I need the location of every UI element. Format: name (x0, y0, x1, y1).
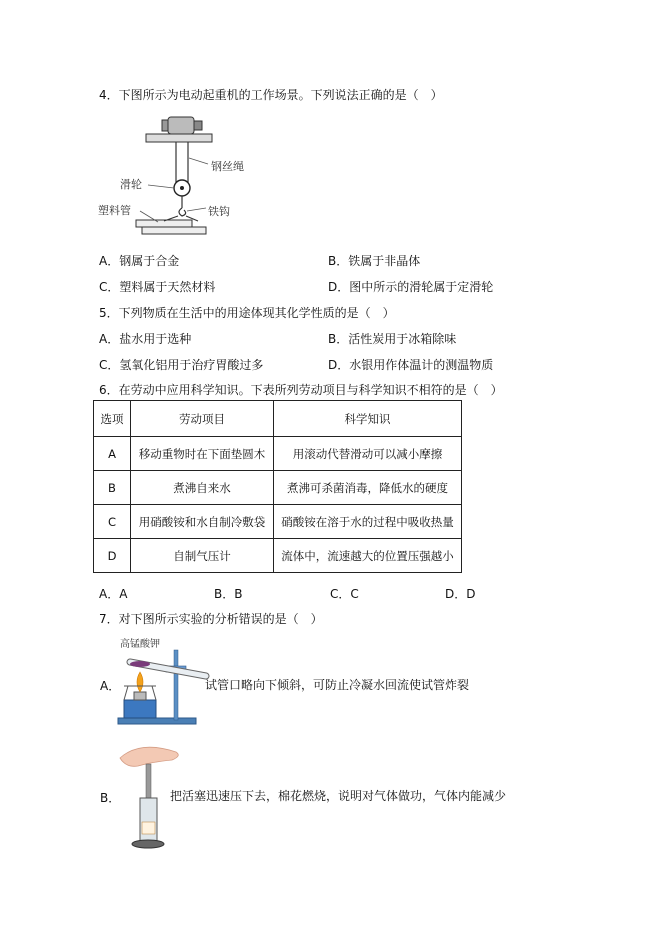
table-cell: A (94, 437, 131, 471)
q5-option-a[interactable]: A．盐水用于选种 (99, 332, 192, 346)
q6-option-b[interactable]: B．B (214, 587, 243, 601)
q4-option-c[interactable]: C．塑料属于天然材料 (99, 280, 216, 294)
q4-stem: 4．下图所示为电动起重机的工作场景。下列说法正确的是（ ） (99, 88, 443, 102)
table-row (94, 471, 462, 505)
label-wire: 钢丝绳 (211, 160, 244, 173)
q4-option-a[interactable]: A．钢属于合金 (99, 254, 180, 268)
q6-option-d[interactable]: D．D (445, 587, 476, 601)
table-header: 科学知识 (274, 401, 462, 437)
table-cell: B (94, 471, 131, 505)
table-cell: 用硝酸铵和水自制冷敷袋 (131, 505, 274, 539)
q5-option-d[interactable]: D．水银用作体温计的测温物质 (328, 358, 494, 372)
q5-option-b[interactable]: B．活性炭用于冰箱除味 (328, 332, 457, 346)
q7-stem: 7．对下图所示实验的分析错误的是（ ） (99, 612, 323, 626)
q7-option-b-text: 把活塞迅速压下去，棉花燃烧，说明对气体做功，气体内能减少 (170, 789, 507, 803)
table-cell: 硝酸铵在溶于水的过程中吸收热量 (274, 505, 462, 539)
q6-option-a[interactable]: A．A (99, 587, 128, 601)
q6-stem: 6．在劳动中应用科学知识。下表所列劳动项目与科学知识不相符的是（ ） (99, 383, 503, 397)
q7-option-b-label[interactable]: B． (100, 791, 121, 805)
q7-option-a-label[interactable]: A． (100, 679, 121, 693)
table-cell: C (94, 505, 131, 539)
table-cell: 移动重物时在下面垫圆木 (131, 437, 274, 471)
q6-table (93, 400, 462, 573)
table-cell: D (94, 539, 131, 573)
label-potassium-permanganate: 高锰酸钾 (120, 639, 160, 650)
heating-apparatus-image (110, 646, 210, 728)
q5-stem: 5．下列物质在生活中的用途体现其化学性质的是（ ） (99, 306, 395, 320)
table-cell: 用滚动代替滑动可以减小摩擦 (274, 437, 462, 471)
q4-option-b[interactable]: B．铁属于非晶体 (328, 254, 421, 268)
q5-option-c[interactable]: C．氢氧化铝用于治疗胃酸过多 (99, 358, 264, 372)
q7-option-a-text: 试管口略向下倾斜，可防止冷凝水回流使试管炸裂 (205, 678, 470, 692)
table-row (94, 539, 462, 573)
table-header-row (94, 401, 462, 437)
table-cell: 煮沸自来水 (131, 471, 274, 505)
crane-diagram (98, 108, 228, 240)
table-row (94, 505, 462, 539)
table-cell: 流体中，流速越大的位置压强越小 (274, 539, 462, 573)
table-header: 选项 (94, 401, 131, 437)
label-pipe: 塑料管 (98, 204, 131, 217)
table-header: 劳动项目 (131, 401, 274, 437)
q4-option-d[interactable]: D．图中所示的滑轮属于定滑轮 (328, 280, 494, 294)
table-row (94, 437, 462, 471)
table-cell: 自制气压计 (131, 539, 274, 573)
q6-option-c[interactable]: C．C (330, 587, 359, 601)
label-hook: 铁钩 (208, 205, 230, 218)
table-cell: 煮沸可杀菌消毒，降低水的硬度 (274, 471, 462, 505)
label-pulley: 滑轮 (120, 178, 142, 191)
